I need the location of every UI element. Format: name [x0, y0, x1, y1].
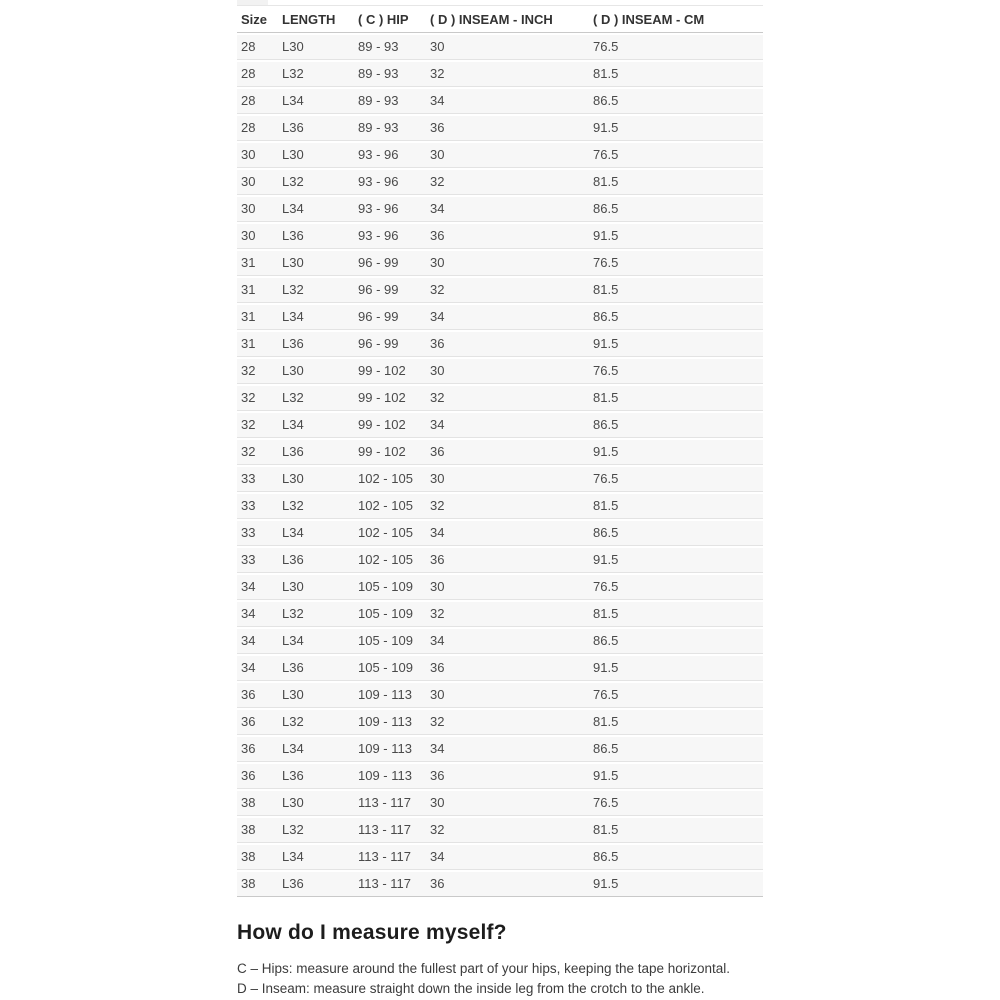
cell-inseam-inch: 30: [426, 359, 589, 384]
cell-length: L34: [278, 629, 354, 654]
cell-hip: 99 - 102: [354, 359, 426, 384]
cell-size: 32: [237, 386, 278, 411]
cell-inseam-cm: 91.5: [589, 116, 763, 141]
cell-hip: 93 - 96: [354, 143, 426, 168]
cell-hip: 96 - 99: [354, 305, 426, 330]
table-row: [237, 332, 763, 357]
cell-length: L36: [278, 656, 354, 681]
cell-hip: 105 - 109: [354, 575, 426, 600]
cell-length: L32: [278, 494, 354, 519]
cell-size: 34: [237, 656, 278, 681]
cell-inseam-inch: 34: [426, 521, 589, 546]
cell-length: L34: [278, 89, 354, 114]
cell-size: 31: [237, 251, 278, 276]
cell-length: L32: [278, 170, 354, 195]
cell-length: L36: [278, 332, 354, 357]
table-row: [237, 683, 763, 708]
cell-hip: 89 - 93: [354, 35, 426, 60]
cell-inseam-inch: 34: [426, 629, 589, 654]
cell-inseam-cm: 81.5: [589, 170, 763, 195]
cell-hip: 89 - 93: [354, 62, 426, 87]
cell-hip: 99 - 102: [354, 440, 426, 465]
cell-size: 34: [237, 629, 278, 654]
cell-inseam-cm: 76.5: [589, 683, 763, 708]
cell-hip: 96 - 99: [354, 278, 426, 303]
cell-hip: 89 - 93: [354, 116, 426, 141]
column-header-length: LENGTH: [278, 8, 354, 33]
cell-hip: 96 - 99: [354, 251, 426, 276]
cell-inseam-cm: 86.5: [589, 845, 763, 870]
cell-inseam-inch: 32: [426, 278, 589, 303]
cell-size: 33: [237, 521, 278, 546]
cell-size: 34: [237, 602, 278, 627]
cell-hip: 105 - 109: [354, 629, 426, 654]
previous-row-cell-fragment: [237, 0, 268, 5]
cell-inseam-cm: 76.5: [589, 467, 763, 492]
table-row: [237, 35, 763, 60]
table-row: [237, 602, 763, 627]
column-header-size: Size: [237, 8, 278, 33]
cell-inseam-inch: 36: [426, 224, 589, 249]
cell-inseam-inch: 32: [426, 818, 589, 843]
cell-inseam-cm: 81.5: [589, 278, 763, 303]
cell-size: 36: [237, 683, 278, 708]
measure-instruction-inseam: D – Inseam: measure straight down the inside leg from the crotch to the ankle.: [237, 981, 705, 996]
cell-inseam-inch: 30: [426, 467, 589, 492]
column-header-hip: ( C ) HIP: [354, 8, 426, 33]
cell-length: L34: [278, 413, 354, 438]
column-header-inseam-inch: ( D ) INSEAM - INCH: [426, 8, 589, 33]
cell-inseam-cm: 76.5: [589, 791, 763, 816]
cell-inseam-inch: 34: [426, 413, 589, 438]
cell-hip: 93 - 96: [354, 197, 426, 222]
cell-length: L30: [278, 143, 354, 168]
cell-inseam-inch: 36: [426, 548, 589, 573]
table-row: [237, 386, 763, 411]
cell-inseam-inch: 30: [426, 575, 589, 600]
table-row: [237, 845, 763, 870]
cell-inseam-inch: 36: [426, 332, 589, 357]
cell-length: L32: [278, 278, 354, 303]
cell-size: 38: [237, 818, 278, 843]
cell-inseam-inch: 34: [426, 89, 589, 114]
cell-hip: 113 - 117: [354, 818, 426, 843]
cell-inseam-cm: 91.5: [589, 224, 763, 249]
cell-size: 30: [237, 224, 278, 249]
cell-inseam-cm: 76.5: [589, 143, 763, 168]
cell-hip: 102 - 105: [354, 521, 426, 546]
cell-inseam-cm: 86.5: [589, 737, 763, 762]
cell-length: L32: [278, 710, 354, 735]
table-row: [237, 656, 763, 681]
cell-hip: 99 - 102: [354, 413, 426, 438]
cell-length: L34: [278, 737, 354, 762]
table-row: [237, 62, 763, 87]
table-row: [237, 872, 763, 897]
cell-size: 31: [237, 278, 278, 303]
cell-length: L36: [278, 116, 354, 141]
cell-inseam-inch: 30: [426, 683, 589, 708]
table-row: [237, 575, 763, 600]
cell-hip: 102 - 105: [354, 548, 426, 573]
cell-inseam-cm: 81.5: [589, 710, 763, 735]
table-row: [237, 791, 763, 816]
table-row: [237, 737, 763, 762]
table-row: [237, 710, 763, 735]
table-row: [237, 440, 763, 465]
table-row: [237, 359, 763, 384]
cell-inseam-inch: 36: [426, 872, 589, 897]
cell-inseam-inch: 30: [426, 143, 589, 168]
cell-length: L34: [278, 305, 354, 330]
table-row: [237, 251, 763, 276]
cell-size: 36: [237, 710, 278, 735]
cell-length: L32: [278, 818, 354, 843]
cell-size: 36: [237, 737, 278, 762]
cell-hip: 113 - 117: [354, 845, 426, 870]
measure-heading: How do I measure myself?: [237, 921, 507, 944]
cell-inseam-inch: 32: [426, 62, 589, 87]
cell-length: L30: [278, 359, 354, 384]
table-row: [237, 278, 763, 303]
cell-hip: 102 - 105: [354, 494, 426, 519]
table-row: [237, 413, 763, 438]
cell-inseam-cm: 81.5: [589, 818, 763, 843]
cell-inseam-inch: 32: [426, 386, 589, 411]
cell-inseam-cm: 86.5: [589, 521, 763, 546]
cell-inseam-inch: 36: [426, 764, 589, 789]
cell-size: 33: [237, 467, 278, 492]
table-row: [237, 89, 763, 114]
cell-hip: 93 - 96: [354, 170, 426, 195]
cell-size: 28: [237, 116, 278, 141]
cell-hip: 109 - 113: [354, 710, 426, 735]
cell-length: L36: [278, 224, 354, 249]
previous-row-fragment: [237, 0, 763, 6]
cell-inseam-inch: 32: [426, 170, 589, 195]
cell-hip: 109 - 113: [354, 737, 426, 762]
table-row: [237, 143, 763, 168]
size-chart-table: [237, 6, 763, 899]
cell-inseam-cm: 91.5: [589, 764, 763, 789]
cell-inseam-inch: 34: [426, 197, 589, 222]
cell-hip: 102 - 105: [354, 467, 426, 492]
cell-size: 28: [237, 35, 278, 60]
table-header-row: [237, 8, 763, 33]
table-row: [237, 305, 763, 330]
cell-inseam-cm: 86.5: [589, 413, 763, 438]
cell-size: 33: [237, 494, 278, 519]
cell-inseam-inch: 30: [426, 251, 589, 276]
measure-instruction-hips: C – Hips: measure around the fullest part of your hips, keeping the tape horizontal.: [237, 961, 731, 976]
cell-hip: 96 - 99: [354, 332, 426, 357]
cell-hip: 113 - 117: [354, 791, 426, 816]
cell-hip: 113 - 117: [354, 872, 426, 897]
cell-length: L30: [278, 575, 354, 600]
cell-inseam-inch: 34: [426, 305, 589, 330]
size-chart-section: [237, 0, 763, 999]
cell-length: L30: [278, 35, 354, 60]
cell-inseam-cm: 86.5: [589, 629, 763, 654]
table-row: [237, 170, 763, 195]
cell-inseam-cm: 91.5: [589, 656, 763, 681]
table-row: [237, 764, 763, 789]
cell-inseam-cm: 91.5: [589, 872, 763, 897]
cell-inseam-cm: 91.5: [589, 548, 763, 573]
cell-inseam-cm: 76.5: [589, 35, 763, 60]
cell-inseam-cm: 81.5: [589, 62, 763, 87]
table-row: [237, 494, 763, 519]
cell-hip: 109 - 113: [354, 683, 426, 708]
cell-size: 30: [237, 170, 278, 195]
table-row: [237, 521, 763, 546]
cell-size: 38: [237, 845, 278, 870]
cell-size: 30: [237, 197, 278, 222]
cell-hip: 93 - 96: [354, 224, 426, 249]
cell-length: L30: [278, 251, 354, 276]
cell-inseam-inch: 36: [426, 656, 589, 681]
cell-inseam-inch: 32: [426, 602, 589, 627]
cell-inseam-inch: 32: [426, 710, 589, 735]
cell-size: 38: [237, 791, 278, 816]
table-row: [237, 197, 763, 222]
cell-inseam-cm: 91.5: [589, 440, 763, 465]
cell-hip: 99 - 102: [354, 386, 426, 411]
cell-length: L30: [278, 683, 354, 708]
cell-size: 36: [237, 764, 278, 789]
table-row: [237, 467, 763, 492]
cell-inseam-inch: 34: [426, 845, 589, 870]
cell-length: L36: [278, 440, 354, 465]
cell-inseam-cm: 81.5: [589, 602, 763, 627]
cell-inseam-inch: 36: [426, 440, 589, 465]
cell-inseam-cm: 76.5: [589, 359, 763, 384]
table-row: [237, 548, 763, 573]
cell-size: 31: [237, 305, 278, 330]
cell-length: L30: [278, 467, 354, 492]
cell-length: L34: [278, 197, 354, 222]
cell-inseam-cm: 81.5: [589, 494, 763, 519]
cell-inseam-inch: 30: [426, 35, 589, 60]
cell-size: 28: [237, 62, 278, 87]
cell-inseam-cm: 91.5: [589, 332, 763, 357]
cell-hip: 89 - 93: [354, 89, 426, 114]
table-row: [237, 116, 763, 141]
cell-size: 32: [237, 413, 278, 438]
table-row: [237, 629, 763, 654]
cell-inseam-inch: 34: [426, 737, 589, 762]
cell-length: L34: [278, 521, 354, 546]
cell-length: L32: [278, 602, 354, 627]
table-row: [237, 224, 763, 249]
cell-inseam-cm: 76.5: [589, 575, 763, 600]
cell-inseam-inch: 36: [426, 116, 589, 141]
cell-length: L36: [278, 872, 354, 897]
cell-length: L36: [278, 764, 354, 789]
cell-length: L36: [278, 548, 354, 573]
cell-size: 34: [237, 575, 278, 600]
cell-size: 30: [237, 143, 278, 168]
cell-inseam-cm: 86.5: [589, 197, 763, 222]
cell-size: 32: [237, 359, 278, 384]
cell-length: L34: [278, 845, 354, 870]
cell-inseam-cm: 86.5: [589, 305, 763, 330]
cell-inseam-inch: 32: [426, 494, 589, 519]
cell-hip: 109 - 113: [354, 764, 426, 789]
column-header-inseam-cm: ( D ) INSEAM - CM: [589, 8, 763, 33]
cell-size: 31: [237, 332, 278, 357]
cell-size: 32: [237, 440, 278, 465]
cell-inseam-cm: 81.5: [589, 386, 763, 411]
cell-inseam-inch: 30: [426, 791, 589, 816]
cell-size: 33: [237, 548, 278, 573]
cell-size: 28: [237, 89, 278, 114]
cell-inseam-cm: 76.5: [589, 251, 763, 276]
cell-hip: 105 - 109: [354, 656, 426, 681]
cell-length: L32: [278, 386, 354, 411]
table-row: [237, 818, 763, 843]
cell-inseam-cm: 86.5: [589, 89, 763, 114]
cell-length: L30: [278, 791, 354, 816]
cell-size: 38: [237, 872, 278, 897]
cell-length: L32: [278, 62, 354, 87]
cell-hip: 105 - 109: [354, 602, 426, 627]
